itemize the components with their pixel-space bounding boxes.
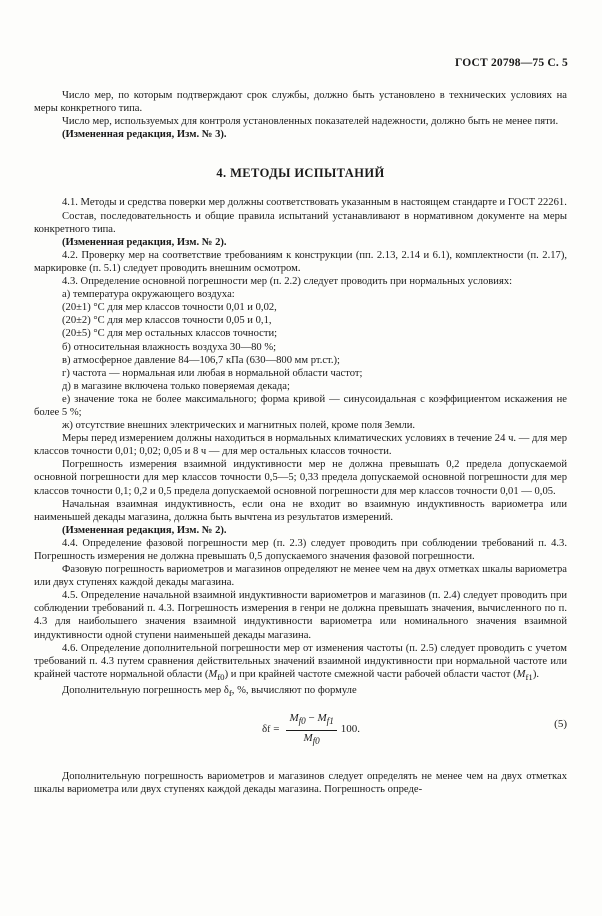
paragraph-final: Дополнительную погрешность вариометров и магазинов следует определять не менее чем на двух отметках шкалы вариометра или двух ступенях каждой декады магазина. Погрешность опреде- [34, 771, 567, 796]
formula-5: δ f = $\frac{M_{f0} - M_{f1}}{M_{f0}}$ 100. (5) [34, 706, 567, 752]
condition-d: д) в магазине включена только поверяемая декада; [62, 380, 290, 392]
paragraph-4-3: 4.3. Определение основной погрешности мер (п. 2.2) следует проводить при нормальных условиях: [62, 276, 513, 288]
document-body [34, 89, 567, 796]
condition-a-1: (20±1) °С для мер классов точности 0,01 и 0,02, [62, 302, 277, 314]
edition-note: (Измененная редакция, Изм. № 3). [62, 129, 227, 141]
paragraph-4-5: 4.5. Определение начальной взаимной индуктивности вариометров и магазинов (п. 2.4) следует проводить при соблюдении требований п. 4.3. Погрешность измерения в генри не должна превышать значения, вычисленного по п. 4.3 для наибольшего значения взаимной индуктивности вариометра или номинального значения взаимной индуктивности одной ступени наименьшей декады магазина. [34, 590, 567, 641]
paragraph-4-6: 4.6. Определение дополнительной погрешности мер от изменения частоты (п. 2.5) следует проводить с учетом требований п. 4.3 путем сравнения действительных значений взаимной индуктивности при нормальной частоте или крайней частоте нормальной области $(M_{f0})$ и при крайней частоте смежной части рабочей области частот $(M_{f1})$. [34, 642, 567, 682]
condition-b: б) относительная влажность воздуха 30—80 %; [62, 341, 277, 353]
condition-e: е) значение тока не более максимального; форма кривой — синусоидальная с коэффициентом искажения не более 5 %; [34, 393, 567, 418]
condition-g: г) частота — нормальная или любая в нормальной области частот; [62, 367, 363, 379]
section-title: 4. МЕТОДЫ ИСПЫТАНИЙ [216, 166, 385, 181]
formula-fraction: $\frac{M_{f0} - M_{f1}}{M_{f0}}$ [286, 712, 336, 748]
paragraph-reliability: Число мер, используемых для контроля установленных показателей надежности, должно быть не менее пяти. [62, 116, 559, 128]
condition-v: в) атмосферное давление 84—106,7 кПа (630—800 мм рт.ст.); [62, 354, 340, 366]
condition-a-3: (20±5) °С для мер остальных классов точности; [62, 328, 278, 340]
paragraph-4-2: 4.2. Проверку мер на соответствие требованиям к конструкции (пп. 2.13, 2.14 и 6.1), комплектности (п. 2.17), маркировке (п. 5.1) следует проводить внешним осмотром. [34, 249, 567, 274]
paragraph-additional-error: Дополнительную погрешность мер $\delta_f$, %, вычисляют по формуле [62, 685, 357, 699]
formula-number: (5) [554, 718, 567, 731]
paragraph-4-1-composition: Состав, последовательность и общие правила испытаний устанавливают в нормативном документе на меры конкретного типа. [34, 210, 567, 235]
condition-zh: ж) отсутствие внешних электрических и магнитных полей, кроме поля Земли. [62, 420, 416, 432]
condition-a-2: (20±2) °С для мер классов точности 0,05 и 0,1, [62, 315, 272, 327]
paragraph-4-1: 4.1. Методы и средства поверки мер должны соответствовать указанным в настоящем стандарте и ГОСТ 22261. [62, 197, 567, 209]
paragraph-4-4: 4.4. Определение фазовой погрешности мер (п. 2.3) следует проводить при соблюдении требований п. 4.3. Погрешность измерения не должна превышать 0,5 допускаемого значения фазовой погрешности. [34, 537, 567, 562]
edition-note: (Измененная редакция, Изм. № 2). [62, 236, 227, 248]
edition-note: (Измененная редакция, Изм. № 2). [62, 524, 227, 536]
paragraph-conditioning: Меры перед измерением должны находиться в нормальных климатических условиях в течение 24 ч. — для мер классов точности 0,01; 0,02; 0,05 и 8 ч — для мер остальных классов точности. [34, 433, 567, 458]
page-header: ГОСТ 20798—75 С. 5 [455, 57, 568, 69]
paragraph-measurement-error: Погрешность измерения взаимной индуктивности мер не должна превышать 0,2 предела допускаемой основной погрешности для мер классов точности 0,5—5; 0,33 предела допускаемой основной погрешности для мер классов точности 0,1; 0,2 и 0,5 предела допускаемой основной погрешности для мер классов точности 0,01 — 0,05. [34, 459, 567, 497]
paragraph-initial-inductance: Начальная взаимная индуктивность, если она не входит во взаимную индуктивность вариометра или наименьшей декады магазина, должна быть вычтена из результатов измерений. [34, 498, 567, 523]
condition-a: а) температура окружающего воздуха: [62, 289, 235, 301]
paragraph-service-life: Число мер, по которым подтверждают срок службы, должно быть установлено в технических условиях на меры конкретного типа. [34, 90, 567, 115]
paragraph-4-4-phase: Фазовую погрешность вариометров и магазинов определяют не менее чем на двух отметках шкалы вариометра или двух ступенях каждой декады магазина. [34, 564, 567, 589]
